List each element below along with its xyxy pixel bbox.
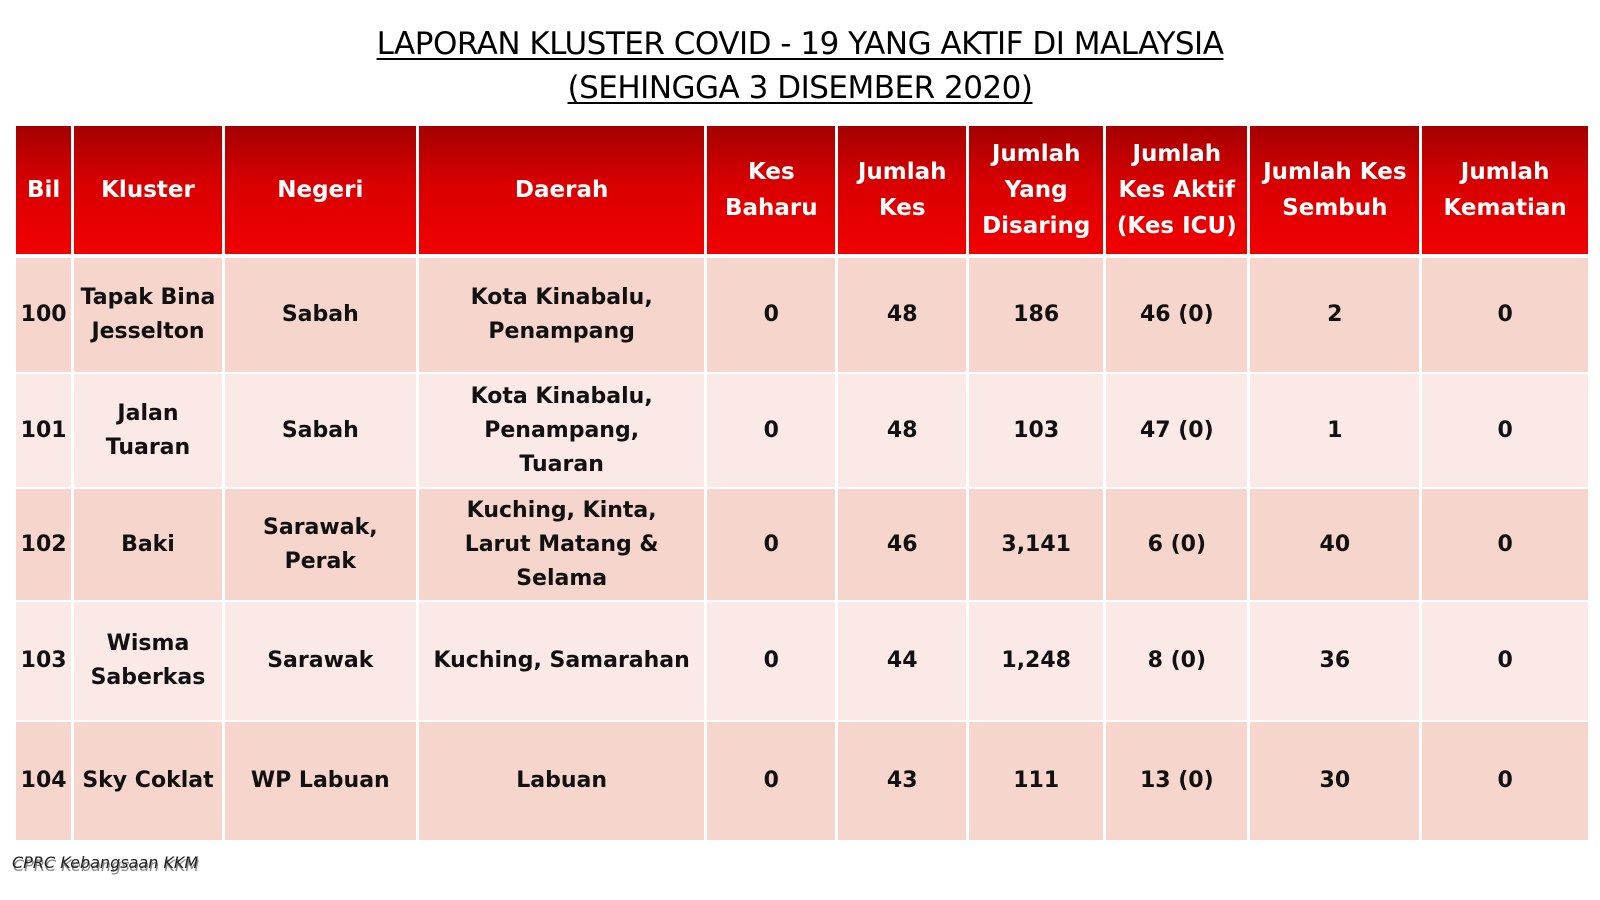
cell-negeri: Sarawak: [225, 602, 419, 722]
cell-kluster: Tapak Bina Jesselton: [74, 258, 224, 374]
cell-jumlah-kes: 48: [838, 258, 969, 374]
cell-kes-aktif: 8 (0): [1106, 602, 1250, 722]
header-kes-sembuh: Jumlah Kes Sembuh: [1250, 126, 1422, 258]
header-negeri: Negeri: [225, 126, 419, 258]
cell-kes-baharu: 0: [707, 258, 838, 374]
header-daerah: Daerah: [419, 126, 707, 258]
cell-kluster: Jalan Tuaran: [74, 374, 224, 489]
table-header-row: [16, 126, 1588, 258]
cell-kematian: 0: [1422, 258, 1588, 374]
cell-daerah: Labuan: [419, 722, 707, 842]
header-kes-baharu: Kes Baharu: [707, 126, 838, 258]
report-title-main: LAPORAN KLUSTER COVID - 19 YANG AKTIF DI MALAYSIA: [376, 26, 1224, 62]
cell-sembuh: 36: [1250, 602, 1422, 722]
cell-jumlah-kes: 46: [838, 489, 969, 602]
cell-kes-aktif: 46 (0): [1106, 258, 1250, 374]
cell-negeri: Sarawak, Perak: [225, 489, 419, 602]
cell-disaring: 1,248: [969, 602, 1106, 722]
cell-kes-aktif: 47 (0): [1106, 374, 1250, 489]
cell-daerah: Kuching, Kinta, Larut Matang & Selama: [419, 489, 707, 602]
header-jumlah-kes: Jumlah Kes: [838, 126, 969, 258]
cell-kes-baharu: 0: [707, 722, 838, 842]
cell-kluster: Sky Coklat: [74, 722, 224, 842]
header-kes-aktif: Jumlah Kes Aktif (Kes ICU): [1106, 126, 1250, 258]
cell-kes-aktif: 6 (0): [1106, 489, 1250, 602]
cell-disaring: 111: [969, 722, 1106, 842]
report-title-date: (SEHINGGA 3 DISEMBER 2020): [567, 70, 1033, 106]
cell-negeri: Sabah: [225, 374, 419, 489]
cell-kes-baharu: 0: [707, 374, 838, 489]
cell-kluster: Baki: [74, 489, 224, 602]
cell-bil: 101: [16, 374, 74, 489]
cell-sembuh: 30: [1250, 722, 1422, 842]
cell-kematian: 0: [1422, 374, 1588, 489]
cell-kes-aktif: 13 (0): [1106, 722, 1250, 842]
cell-daerah: Kota Kinabalu, Penampang: [419, 258, 707, 374]
cell-negeri: WP Labuan: [225, 722, 419, 842]
table-row: [16, 722, 1588, 842]
table-row: [16, 489, 1588, 602]
cell-kematian: 0: [1422, 722, 1588, 842]
header-kluster: Kluster: [74, 126, 224, 258]
cell-sembuh: 1: [1250, 374, 1422, 489]
table-row: [16, 258, 1588, 374]
cell-sembuh: 2: [1250, 258, 1422, 374]
cell-jumlah-kes: 48: [838, 374, 969, 489]
cell-jumlah-kes: 44: [838, 602, 969, 722]
cell-bil: 100: [16, 258, 74, 374]
cluster-table: [16, 126, 1588, 842]
cell-kematian: 0: [1422, 489, 1588, 602]
cell-bil: 102: [16, 489, 74, 602]
cell-bil: 104: [16, 722, 74, 842]
cell-negeri: Sabah: [225, 258, 419, 374]
report-title: [0, 22, 1600, 110]
cell-kematian: 0: [1422, 602, 1588, 722]
cell-jumlah-kes: 43: [838, 722, 969, 842]
cell-kes-baharu: 0: [707, 489, 838, 602]
cell-disaring: 186: [969, 258, 1106, 374]
header-bil: Bil: [16, 126, 74, 258]
cell-kluster: Wisma Saberkas: [74, 602, 224, 722]
cell-sembuh: 40: [1250, 489, 1422, 602]
cell-disaring: 3,141: [969, 489, 1106, 602]
cell-kes-baharu: 0: [707, 602, 838, 722]
cell-daerah: Kota Kinabalu, Penampang, Tuaran: [419, 374, 707, 489]
source-footer: CPRC Kebangsaan KKM: [12, 853, 199, 872]
table-row: [16, 602, 1588, 722]
header-kematian: Jumlah Kematian: [1422, 126, 1588, 258]
cell-disaring: 103: [969, 374, 1106, 489]
cell-daerah: Kuching, Samarahan: [419, 602, 707, 722]
header-jumlah-disaring: Jumlah Yang Disaring: [969, 126, 1106, 258]
table-row: [16, 374, 1588, 489]
cell-bil: 103: [16, 602, 74, 722]
